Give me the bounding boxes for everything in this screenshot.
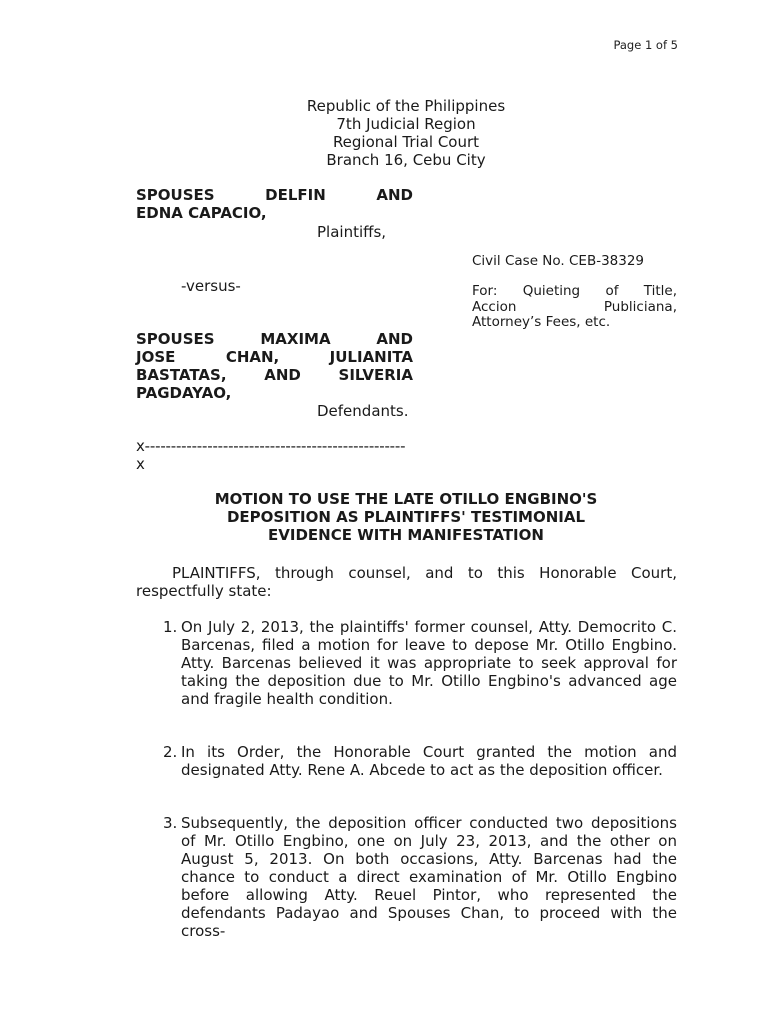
defendants-names — [136, 330, 413, 402]
defendants-label: Defendants. — [317, 402, 409, 420]
defendants-names-line4: PAGDAYAO, — [136, 384, 232, 402]
case-nature-line2: Accion Publiciana, — [472, 298, 677, 315]
caption-separator: x--------------------------------------------------x — [136, 437, 406, 473]
case-nature-line1: For: Quieting of Title, — [472, 283, 677, 299]
court-header — [0, 97, 768, 169]
numbered-item-2 — [163, 743, 677, 779]
intro-paragraph: PLAINTIFFS, through counsel, and to this Honorable Court, respectfully state: — [136, 564, 677, 600]
defendants-names-line3: BASTATAS, AND SILVERIA — [136, 366, 413, 384]
header-line-court: Regional Trial Court — [332, 133, 480, 151]
item-text: On July 2, 2013, the plaintiffs' former counsel, Atty. Democrito C. Barcenas, filed a motion for leave to depose Mr. Otillo Engbino. Atty. Barcenas believed it was appropriate to seek approval for taking the deposition due to Mr. Otillo Engbino's advanced age and fragile health condition. — [181, 618, 677, 708]
defendants-names-line2: JOSE CHAN, JULIANITA — [136, 348, 413, 366]
case-nature — [472, 284, 677, 331]
plaintiffs-names-line1: SPOUSES DELFIN AND — [136, 186, 413, 204]
header-line-region: 7th Judicial Region — [336, 115, 476, 133]
numbered-item-1 — [163, 618, 677, 708]
motion-title-line3: EVIDENCE WITH MANIFESTATION — [268, 526, 544, 544]
case-nature-line3: Attorney’s Fees, etc. — [472, 314, 611, 330]
motion-title-line1: MOTION TO USE THE LATE OTILLO ENGBINO'S — [214, 490, 598, 508]
header-line-republic: Republic of the Philippines — [306, 97, 506, 115]
case-number: Civil Case No. CEB-38329 — [472, 253, 645, 269]
item-number: 1. — [163, 618, 178, 636]
item-text: Subsequently, the deposition officer conducted two depositions of Mr. Otillo Engbino, one on July 23, 2013, and the other on August 5, 2013. On both occasions, Atty. Barcenas had the chance to conduct a direct examination of Mr. Otillo Engbino before allowing Atty. Reuel Pintor, who represented the defendants Padayao and Spouses Chan, to proceed with the cross- — [181, 814, 677, 940]
plaintiffs-label: Plaintiffs, — [317, 223, 387, 241]
item-text: In its Order, the Honorable Court granted the motion and designated Atty. Rene A. Abcede to act as the deposition officer. — [181, 743, 677, 779]
motion-title — [0, 490, 768, 544]
motion-title-line2: DEPOSITION AS PLAINTIFFS' TESTIMONIAL — [226, 508, 586, 526]
numbered-item-3 — [163, 814, 677, 940]
plaintiffs-names — [136, 186, 413, 222]
plaintiffs-names-line2: EDNA CAPACIO, — [136, 204, 267, 222]
versus-label: -versus- — [181, 277, 241, 295]
item-number: 2. — [163, 743, 178, 761]
item-number: 3. — [163, 814, 178, 832]
defendants-names-line1: SPOUSES MAXIMA AND — [136, 330, 413, 348]
header-line-branch: Branch 16, Cebu City — [326, 151, 486, 169]
page-number: Page 1 of 5 — [613, 38, 678, 52]
